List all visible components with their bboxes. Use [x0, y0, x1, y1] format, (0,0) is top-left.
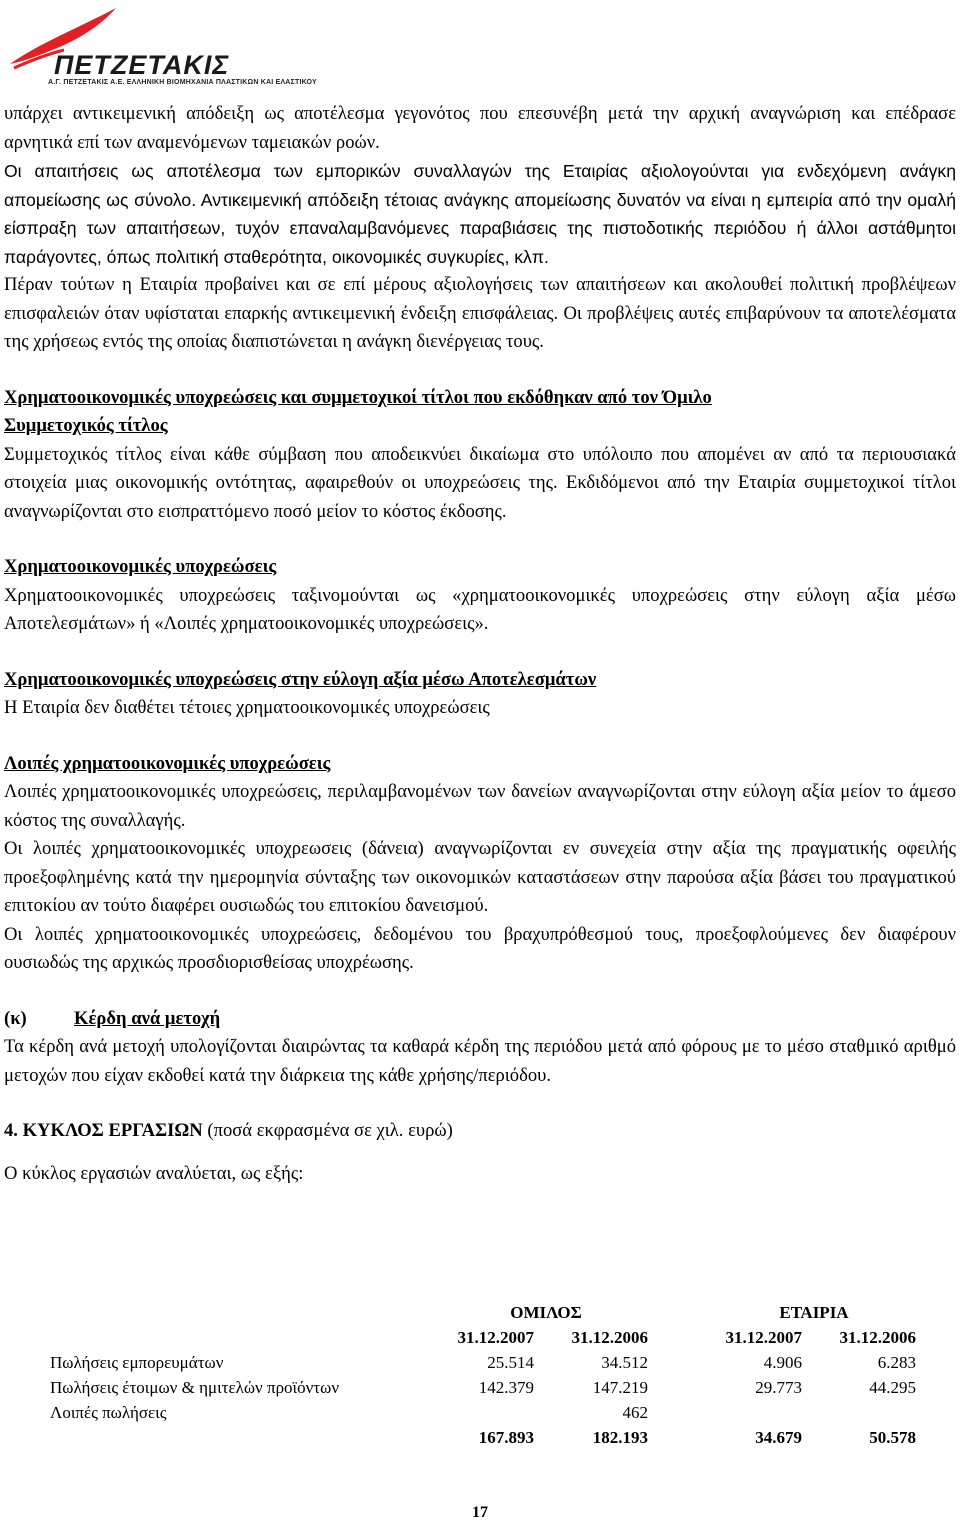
table-cell — [432, 1400, 546, 1425]
table-cell: 25.514 — [487, 1353, 534, 1372]
table-cell — [814, 1400, 928, 1425]
table-row — [50, 1400, 928, 1425]
document-body — [4, 100, 956, 1188]
row-label: Λοιπές πωλήσεις — [50, 1403, 167, 1422]
section-heading-eps — [4, 1005, 956, 1034]
turnover-intro: Ο κύκλος εργασιών αναλύεται, ως εξής: — [4, 1162, 304, 1184]
turnover-heading-rest: (ποσά εκφρασμένα σε χιλ. ευρώ) — [202, 1120, 453, 1141]
table-total-row — [50, 1425, 928, 1450]
group-header-etairia: ΕΤΑΙΡΙΑ — [779, 1303, 849, 1322]
total-cell: 182.193 — [592, 1428, 648, 1447]
table-cell: 147.219 — [592, 1378, 648, 1397]
turnover-heading-bold: 4. ΚΥΚΛΟΣ ΕΡΓΑΣΙΩΝ — [4, 1120, 203, 1141]
table-date-header-row — [50, 1325, 928, 1350]
section-heading-compound-text: Χρηματοοικονομικές υποχρεώσεις και συμμετοχικοί τίτλοι που εκδόθηκαν από τον Όμιλο — [4, 386, 712, 408]
section-subheading-equity: Συμμετοχικός τίτλος — [4, 415, 168, 436]
table-group-header-row — [50, 1300, 928, 1325]
table-row — [50, 1375, 928, 1400]
group-header-omilos: ΟΜΙΛΟΣ — [510, 1303, 582, 1322]
other-liabilities-paragraph-2: Οι λοιπές χρηματοοικονομικές υποχρεωσεις (δάνεια) αναγνωρίζονται εν συνεχεία στην αξία της πραγματικής οφειλής προεξοφλημένης κατά την ημερομηνία σύνταξης των οικονομικών καταστάσεων στην παρούσα αξία βάσει του πραγματικού επιτοκίου αν τούτο διαφέρει ουσιωδώς του επιτοκίου δανεισμού. — [4, 838, 956, 916]
table-cell: 44.295 — [869, 1378, 916, 1397]
table-cell: 34.512 — [601, 1353, 648, 1372]
section-heading-fin-liabilities: Χρηματοοικονομικές υποχρεώσεις — [4, 556, 277, 577]
other-liabilities-paragraph-1: Λοιπές χρηματοοικονομικές υποχρεώσεις, περιλαμβανομένων των δανείων αναγνωρίζονται στην εύλογη αξία μείον το άμεσο κόστος της συναλλαγής. — [4, 781, 956, 831]
equity-paragraph: Συμμετοχικός τίτλος είναι κάθε σύμβαση που αποδεικνύει δικαίωμα στο υπόλοιπο που απομένει αν από τα περιουσιακά στοιχεία μιας οικονομικής οντότητας, αφαιρεθούν οι υποχρεώσεις της. Εκδιδόμενοι από την Εταιρία συμμετοχικοί τίτλοι αναγνωρίζονται στο εισπραττόμενο ποσό μείον το κόστος έκδοσης. — [4, 443, 956, 522]
logo-subtitle: Α.Γ. ΠΕΤΖΕΤΑΚΙΣ Α.Ε. ΕΛΛΗΝΙΚΗ ΒΙΟΜΗΧΑΝΙΑ ΠΛΑΣΤΙΚΩΝ ΚΑΙ ΕΛΑΣΤΙΚΟΥ — [48, 79, 317, 86]
date-header: 31.12.2006 — [571, 1328, 648, 1347]
intro-paragraph-2-b: Αντικειμενική απόδειξη τέτοιας ανάγκης απομείωσης δυνατόν να είναι η εμπειρία από την ομαλή είσπραξη των απαιτήσεων, τυχόν επαναλαμβανόμενες παραβιάσεις της πιστοδοτικής περιόδου ή άλλοι αστάθμητοι παράγοντες, όπως πολιτική σταθερότητα, οικονομικές συγκυρίες, κλπ. — [4, 189, 956, 267]
turnover-table — [50, 1300, 928, 1450]
total-cell: 34.679 — [755, 1428, 802, 1447]
date-header: 31.12.2007 — [725, 1328, 802, 1347]
table-cell — [700, 1400, 814, 1425]
table-cell: 142.379 — [478, 1378, 534, 1397]
intro-paragraph-2-a: Οι απαιτήσεις ως αποτέλεσμα των εμπορικών συναλλαγών της Εταιρίας αξιολογούνται για ενδεχόμενη ανάγκη απομείωσης ως σύνολο. — [4, 161, 956, 210]
intro-paragraph-3: Πέραν τούτων η Εταιρία προβαίνει και σε επί μέρους αξιολογήσεις των απαιτήσεων και ακολουθεί πολιτική προβλέψεων επισφαλειών όταν υφίσταται επαρκής αντικειμενική ένδειξη επισφάλειας. Οι προβλέψεις αυτές επιβαρύνουν τα αποτελέσματα της χρήσεως εντός της οποίας διαπιστώνεται η ανάγκη διενέργειας τους. — [4, 274, 956, 352]
total-cell: 50.578 — [869, 1428, 916, 1447]
logo-name: ΠΕΤΖΕΤΑΚΙΣ — [54, 50, 230, 80]
page-number: 17 — [472, 1504, 488, 1521]
section-heading-compound — [4, 384, 956, 413]
date-header: 31.12.2006 — [839, 1328, 916, 1347]
intro-paragraph-2 — [4, 157, 956, 271]
eps-title: Κέρδη ανά μετοχή — [74, 1007, 221, 1029]
fair-value-paragraph: Η Εταιρία δεν διαθέτει τέτοιες χρηματοοικονομικές υποχρεώσεις — [4, 697, 490, 718]
table-cell: 4.906 — [763, 1353, 802, 1372]
date-header: 31.12.2007 — [457, 1328, 534, 1347]
other-liabilities-paragraph-3: Οι λοιπές χρηματοοικονομικές υποχρεώσεις, δεδομένου του βραχυπρόθεσμού τους, προεξοφλούμενες δεν διαφέρουν ουσιωδώς της αρχικώς προσδιορισθείσας υποχρέωσης. — [4, 923, 956, 973]
row-label: Πωλήσεις έτοιμων & ημιτελών προϊόντων — [50, 1378, 340, 1397]
section-heading-fair-value: Χρηματοοικονομικές υποχρεώσεις στην εύλογη αξία μέσω Αποτελεσμάτων — [4, 668, 597, 690]
eps-key: (κ) — [4, 1007, 27, 1029]
table-cell: 6.283 — [877, 1353, 916, 1372]
table-row — [50, 1350, 928, 1375]
eps-paragraph: Τα κέρδη ανά μετοχή υπολογίζονται διαιρώντας τα καθαρά κέρδη της περιόδου μετά από φόρους με το μέσο σταθμικό αριθμό μετοχών που είχαν εκδοθεί κατά την διάρκεια της κάθε χρήσης/περιόδου. — [4, 1036, 956, 1086]
fin-liabilities-paragraph: Χρηματοοικονομικές υποχρεώσεις ταξινομούνται ως «χρηματοοικονομικές υποχρεώσεις στην εύλογη αξία μέσω Αποτελεσμάτων» ή «Λοιπές χρηματοοικονομικές υποχρεώσεις». — [4, 584, 956, 634]
intro-paragraph-1: υπάρχει αντικειμενική απόδειξη ως αποτέλεσμα γεγονότος που επεσυνέβη μετά την αρχική αναγνώριση και επέδρασε αρνητικά επί των αναμενόμενων ταμειακών ροών. — [4, 103, 956, 153]
company-logo — [8, 6, 317, 88]
table-cell: 29.773 — [755, 1378, 802, 1397]
row-label: Πωλήσεις εμπορευμάτων — [50, 1353, 224, 1372]
section-heading-other-liabilities: Λοιπές χρηματοοικονομικές υποχρεώσεις — [4, 752, 331, 774]
total-cell: 167.893 — [478, 1428, 534, 1447]
section-heading-turnover — [4, 1117, 956, 1146]
table-cell: 462 — [622, 1403, 648, 1422]
